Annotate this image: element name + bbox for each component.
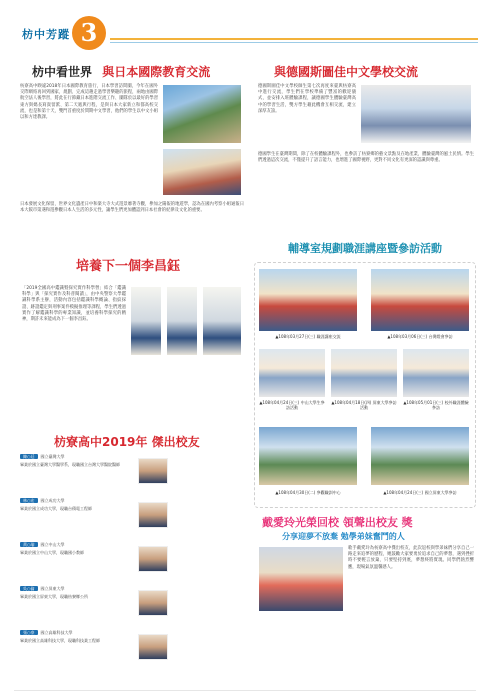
japan-exchange-text-1: 枋寮高中睽違2018年日本國際教育旅行，日本學習訪問團，今年在國外交際網絡再回到國家，規劃、完成這趟走過學習樂趣的旅程，兩地由國際航空法人後學習，將此在行節藏日本進階交流工作、團隊於以最好的學習東方與媽長寫貴留派、第二天遞與行程，是與日本大家新立和都高校交流，也是和第十天，雙門首重度於問期中文學習，他們的學生以中文小組以和方達教課。 bbox=[20, 84, 158, 121]
germany-exchange-title: 與德國斯圖佳中文學校交流 bbox=[274, 65, 419, 79]
alumni-avatar bbox=[138, 634, 168, 660]
forensics-section bbox=[14, 240, 246, 420]
dai-subtitle: 分享迎夢不放棄 勉學弟妹奮鬥的人 bbox=[282, 532, 405, 541]
alumni-section bbox=[14, 428, 246, 688]
guidance-caption-1: ▲108年03月27日(三) 職涯講座交流 bbox=[275, 334, 341, 339]
guidance-section bbox=[252, 240, 478, 510]
alumni-item: 張○豪 國立高雄科技大學 畢業於國立高雄科技大學，現職科技業工程師 bbox=[20, 630, 100, 643]
section-title: 枋中芳蹤 bbox=[22, 28, 70, 41]
guidance-caption-7: ▲108年04月24日(三) 國立屏東大學參訪 bbox=[383, 490, 457, 495]
japan-exchange-title: 枋中看世界 與日本國際教育交流 bbox=[32, 65, 211, 79]
alumni-avatar bbox=[138, 546, 168, 572]
alumni-avatar bbox=[138, 502, 168, 528]
guidance-photo-6 bbox=[258, 426, 358, 486]
germany-exchange-section bbox=[252, 62, 478, 232]
page-header bbox=[14, 10, 478, 54]
guidance-caption-4: ▲108年04月18日(四) 屏東大學參訪活動 bbox=[331, 400, 397, 411]
guidance-photo-1 bbox=[258, 268, 358, 332]
footer-divider bbox=[14, 690, 476, 691]
guidance-title: 輔導室規劃職涯講座暨參訪活動 bbox=[288, 242, 442, 255]
alumni-label: 黃○瑜 bbox=[20, 542, 38, 547]
guidance-caption-5: ▲108年05月01日(三) 校外職涯體驗參訪 bbox=[403, 400, 469, 411]
page-number-badge: 3 bbox=[72, 16, 106, 50]
forensics-title: 培養下一個李昌鈺 bbox=[76, 259, 181, 274]
alumni-label: 吳○倫 bbox=[20, 586, 38, 591]
alumni-item: 黃○瑜 國立中山大學 畢業於國立中山大學，現職國小教師 bbox=[20, 542, 84, 555]
germany-group-photo-1 bbox=[360, 84, 472, 144]
forensics-photo-3 bbox=[202, 286, 242, 356]
guidance-photo-7 bbox=[370, 426, 470, 486]
germany-exchange-text-1: 德國斯圖佳中文學校師生第七次再度來臺與枋寮高中進行交流，學生們在學校準備了豐富的歡迎儀式，並安排入班體驗課程，讓德國學生體驗臺灣高中的學習生活，雙方學生藉此機會互相交流，建立深厚友誼。 bbox=[258, 84, 356, 114]
guidance-photo-5 bbox=[402, 348, 470, 398]
dai-photo bbox=[258, 546, 344, 612]
guidance-caption-3: ▲108年04月24日(三) 中山大學生參訪活動 bbox=[259, 400, 325, 411]
guidance-photo-4 bbox=[330, 348, 398, 398]
alumni-item: 陳○廷 國立臺灣大學 畢業於國立臺灣大學醫學系，現職國立台灣大學醫院醫師 bbox=[20, 454, 120, 467]
alumni-label: 張○豪 bbox=[20, 630, 38, 635]
japan-exchange-section bbox=[14, 62, 246, 232]
japan-exchange-text-2: 日本發展文化保留，世界文化遺產日中和楽大寺大式遊景靡著寺觀，參加之陽報的地遊學，認為在國內考察小組通報日本大阪市第遇和遊參觀日本人生活的多元性，讓學生們更加體認到日本社會的紀律及文化的重要。 bbox=[20, 202, 244, 214]
germany-exchange-text-2: 德國學生在臺灣期間，除了在校體驗課程外，也參訪了枋寮鄉的藝文景點及在地產業，體驗臺灣的風土民情。學生們透過這次交流，不僅提升了語言能力，也增進了國際視野，更對不同文化有更深的認識與尊重。 bbox=[258, 152, 474, 164]
forensics-photo-1 bbox=[130, 286, 162, 356]
guidance-caption-6: ▲108年04月30日(二) 參觀職訓中心 bbox=[275, 490, 341, 495]
alumni-title: 枋寮高中2019年 傑出校友 bbox=[54, 435, 200, 449]
alumni-label: 陳○廷 bbox=[20, 454, 38, 459]
dai-ailing-section bbox=[252, 514, 478, 688]
alumni-avatar bbox=[138, 458, 168, 484]
alumni-label: 林○宏 bbox=[20, 498, 38, 503]
header-divider-thin bbox=[110, 42, 478, 43]
japan-school-photo bbox=[162, 84, 242, 144]
alumni-item: 吳○倫 國立屏東大學 畢業於國立屏東大學，現職枋寮鄉公所 bbox=[20, 586, 88, 599]
alumni-list bbox=[20, 454, 240, 686]
guidance-photo-2 bbox=[370, 268, 470, 332]
forensics-text: 「2019全國高中鑑識暨探究實作科學營」結合「鑑識科學」與「探究實作及科普閱讀」，由中央警察大學鑑識科學系主辦，活動內容包括鑑識科學概論、指紋採證、跡證鑑定與刑事案件模擬推理等課程，學生們透過實作了解鑑識科學的專業知識，並培養科學探究的精神，期許未來能成為下一個李昌鈺。 bbox=[22, 286, 126, 323]
guidance-caption-2: ▲108年03月06日(三) 台灣燈會參訪 bbox=[387, 334, 453, 339]
forensics-photo-2 bbox=[166, 286, 198, 356]
guidance-photo-3 bbox=[258, 348, 326, 398]
japan-group-photo bbox=[162, 148, 242, 196]
header-divider bbox=[110, 38, 478, 40]
dai-title: 戴愛玲光榮回校 領聲出校友 獎 bbox=[262, 516, 413, 529]
alumni-item: 林○宏 國立成功大學 畢業於國立成功大學，現職台積電工程師 bbox=[20, 498, 92, 511]
dai-text: 歌手戴愛玲為枋寮高中傑出校友，此次返校與學弟妹們分享自己一路走來追夢的歷程，她鼓勵大家要勇於追求自己的夢想，遇到挫折時不要輕言放棄，只要堅持到底，夢想終將實現。同學們熱烈響應，現場氣氛溫馨感人。 bbox=[348, 546, 474, 570]
alumni-avatar bbox=[138, 590, 168, 616]
